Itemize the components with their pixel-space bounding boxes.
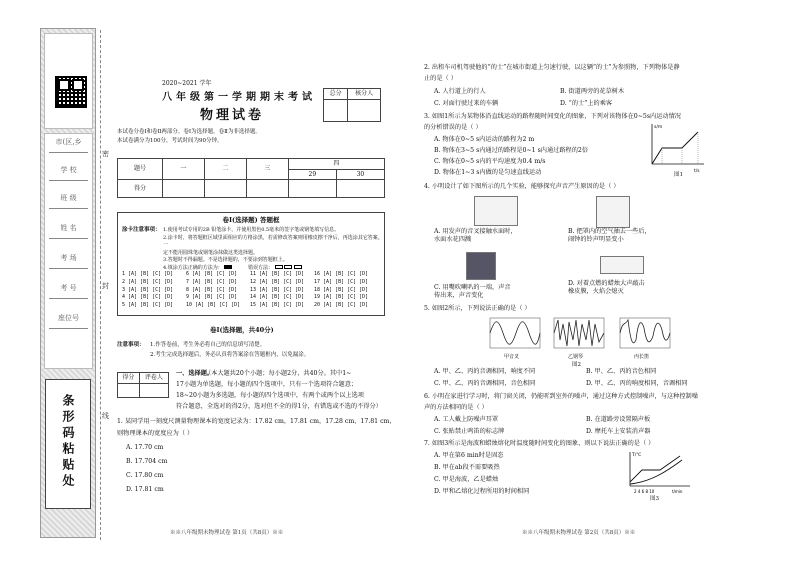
score-col-2: 二 bbox=[204, 159, 246, 180]
section-desc-2: 17小题为单选题，每小题的四个选项中，只有一个选项符合题意； bbox=[176, 381, 358, 388]
fig3-line-yi bbox=[630, 460, 682, 484]
q2-option-b[interactable]: B. 街道两旁的花草树木 bbox=[560, 88, 625, 95]
score-col-4: 四 bbox=[288, 159, 384, 170]
wave-piano bbox=[554, 318, 604, 348]
score-table bbox=[117, 158, 385, 198]
bubble-row bbox=[122, 279, 378, 285]
filled-box-icon bbox=[224, 265, 232, 269]
exam-number-line[interactable] bbox=[49, 298, 88, 299]
q1-stem-2: 则物理课本的宽度应为（ ） bbox=[117, 430, 194, 437]
q6-option-d[interactable]: D. 摩托车上安装消声器 bbox=[586, 428, 651, 435]
q3-option-c[interactable]: C. 物体在0~5 s内的平均速度为0.4 m/s bbox=[434, 158, 546, 165]
q4-option-d-line: D. 对着点燃的蜡烛大声敲击 bbox=[568, 280, 645, 287]
answer-bubble-group[interactable]: 1 [A] [B] [C] [D] bbox=[122, 271, 174, 277]
answer-bubble-group[interactable]: 18 [A] [B] [C] [D] bbox=[314, 286, 369, 293]
answer-bubble-group[interactable]: 12 [A] [B] [C] [D] bbox=[250, 278, 305, 285]
answer-bubble-group[interactable]: 4 [A] [B] [C] [D] bbox=[122, 294, 174, 301]
q1-option-d[interactable]: D. 17.81 cm bbox=[126, 486, 164, 493]
answer-note: 定不能用圆珠笔或钢笔涂抹做这类选择题。 bbox=[163, 249, 259, 256]
wrong-box-icon bbox=[294, 265, 302, 269]
q4-option-a-line: 水面水花四溅 bbox=[434, 235, 472, 243]
q4-option-b-line: B. 把罩内的空气抽去一些后， bbox=[568, 228, 651, 235]
section-title: 一、选择题。 bbox=[176, 370, 214, 377]
field-label-exam-room: 考 场 bbox=[60, 254, 77, 262]
figure-3-label: 图3 bbox=[650, 496, 659, 502]
answer-bubble-group[interactable]: 7 [A] [B] [C] [D] bbox=[186, 278, 238, 285]
answer-note: 1.使用考试专用的2B 铅笔涂卡，并使用黑色0.5毫米的签字笔或钢笔填写信息。 bbox=[163, 227, 340, 233]
q3-stem-1: 3. 如图1所示为某物体沿直线运动的路程随时间变化的图象，下列对该物体在0~5s内运动情况 bbox=[424, 113, 681, 120]
qr-code-icon bbox=[55, 76, 87, 108]
q5-option-d[interactable]: D. 甲、乙、丙的响度相同，音调相同 bbox=[586, 380, 688, 387]
section-desc-3: 18~20小题为多选题，每小题的四个选项中，有两个或两个以上选项 bbox=[176, 392, 364, 399]
intro-line-1: 本试卷分卷Ⅰ和卷Ⅱ两部分。卷Ⅰ为选择题，卷Ⅱ为非选择题。 bbox=[117, 129, 261, 135]
bubble-grid bbox=[122, 271, 378, 310]
q4-option-b-line: 闹钟的铃声明显变小 bbox=[568, 235, 624, 243]
field-label-seat: 座位号 bbox=[58, 314, 79, 322]
field-label-exam-number: 考 号 bbox=[60, 284, 77, 292]
total-score-label: 总分 bbox=[324, 89, 348, 100]
figure-2-label: 图2 bbox=[572, 362, 581, 368]
exam-title: 八年级第一学期期末考试 bbox=[162, 92, 316, 103]
q4-option-a[interactable] bbox=[434, 228, 517, 244]
fig3-y-label: T/℃ bbox=[632, 453, 642, 458]
answer-bubble-group[interactable]: 19 [A] [B] [C] [D] bbox=[314, 294, 369, 301]
q5-option-b[interactable]: B. 甲、乙、丙的音色相同 bbox=[586, 368, 657, 375]
answer-notes bbox=[163, 227, 384, 272]
q1-stem-1: 1. 某同学用一刻度尺测量物理课本的宽度记录为：17.82 cm，17.81 cm，17.28 cm，17.81 cm， bbox=[117, 418, 396, 425]
q2-stem-2: 止的是（ ） bbox=[424, 75, 457, 82]
score-col-3: 三 bbox=[246, 159, 288, 180]
q2-stem-1: 2. 出租车司机驾驶他的“的士”在城市街道上匀速行驶，以这辆“的士”为参照物，下列物体是静 bbox=[424, 64, 680, 71]
answer-note: 2.涂卡时，将答题框区域里面相应的方格涂黑，若需修改答案则用橡皮擦干净后，再选涂其它答案。一 bbox=[163, 234, 383, 248]
q6-stem-2: 声的方法相同的是（ ） bbox=[424, 404, 488, 411]
answer-bubble-group[interactable]: 14 [A] [B] [C] [D] bbox=[250, 294, 305, 301]
attention-1: 1.作答卷前，考生务必将自己的信息填写清楚。 bbox=[150, 342, 266, 348]
name-line[interactable] bbox=[49, 238, 88, 239]
answer-sheet bbox=[117, 212, 385, 316]
subject-title: 物理试卷 bbox=[200, 108, 265, 123]
class-line[interactable] bbox=[49, 208, 88, 209]
candle-drum-image bbox=[600, 256, 644, 274]
wave-flute bbox=[620, 318, 670, 348]
answer-bubble-group[interactable]: 3 [A] [B] [C] [D] bbox=[122, 286, 174, 293]
seat-line[interactable] bbox=[49, 328, 88, 329]
q5-option-a[interactable]: A. 甲、乙、丙的音调相同，响度不同 bbox=[434, 368, 536, 375]
q6-option-c[interactable]: C. 张贴禁止鸣笛的标志牌 bbox=[434, 428, 505, 435]
wave-label-piano: 乙钢琴 bbox=[568, 354, 584, 360]
total-score-box bbox=[323, 88, 381, 122]
q5-option-c[interactable]: C. 甲、乙、丙的音调相同，音色相同 bbox=[434, 380, 536, 387]
score-cell[interactable] bbox=[336, 180, 384, 198]
wrong-box-icon bbox=[275, 265, 283, 269]
figure-1-graph bbox=[644, 120, 708, 176]
page2-footer: ※※八年级期末物理试卷 第2页（共8页）※※ bbox=[522, 530, 636, 536]
q1-option-c[interactable]: C. 17.80 cm bbox=[126, 472, 164, 479]
q4-option-b[interactable] bbox=[568, 228, 651, 244]
q2-option-c[interactable]: C. 对面行驶过来的车辆 bbox=[434, 100, 499, 107]
score-cell[interactable] bbox=[204, 180, 246, 198]
q2-option-a[interactable]: A. 人行道上的行人 bbox=[434, 88, 486, 95]
field-label-name: 姓 名 bbox=[60, 224, 77, 232]
cut-char-xian: 线 bbox=[102, 412, 109, 420]
answer-bubble-group[interactable]: 17 [A] [B] [C] [D] bbox=[314, 278, 369, 285]
answer-note: 3.答题时不得漏题。不是选择题的，不要涂到答题框上。 bbox=[163, 257, 288, 263]
student-info-box bbox=[44, 133, 93, 369]
bell-jar-image bbox=[596, 196, 630, 228]
answer-note: 4.填涂方法正确的方法为： bbox=[163, 264, 223, 271]
q7-stem: 7. 如图3所示是海波和蜡烛熔化时温度随时间变化的图象，则以下说法正确的是（ ） bbox=[424, 440, 655, 447]
answer-bubble-group[interactable]: 11 [A] [B] [C] [D] bbox=[250, 271, 305, 277]
figure-1-label: 图1 bbox=[674, 172, 683, 178]
answer-bubble-group[interactable]: 6 [A] [B] [C] [D] bbox=[186, 271, 238, 277]
cut-char-mi: 密 bbox=[102, 150, 109, 158]
checker-cell[interactable] bbox=[348, 99, 381, 121]
field-label-class: 班 级 bbox=[60, 194, 77, 202]
score-cell[interactable] bbox=[288, 180, 336, 198]
answer-bubble-group[interactable]: 20 [A] [B] [C] [D] bbox=[314, 302, 369, 308]
answer-bubble-group[interactable]: 10 [A] [B] [C] [D] bbox=[186, 302, 241, 308]
bubble-row bbox=[122, 302, 378, 308]
boy-trumpet-image bbox=[466, 252, 496, 280]
answer-bubble-group[interactable]: 5 [A] [B] [C] [D] bbox=[122, 302, 174, 308]
score-cell[interactable] bbox=[246, 180, 288, 198]
score-col-1: 一 bbox=[163, 159, 205, 180]
section-desc-4: 符合题意，全选对的得2分，选对但不全的得1分，有错选或不选的不得分） bbox=[176, 403, 382, 410]
field-label-school: 学 校 bbox=[60, 166, 77, 174]
q7-option-c[interactable]: C. 甲是海波，乙是蜡烛 bbox=[434, 476, 499, 483]
page1-footer: ※※八年级期末物理试卷 第1页（共8页）※※ bbox=[170, 530, 284, 536]
answer-bubble-group[interactable]: 15 [A] [B] [C] [D] bbox=[250, 302, 305, 308]
barcode-paste-area bbox=[45, 379, 91, 509]
fig3-line-jia bbox=[630, 456, 680, 482]
wrong-method-label: 错误方法： bbox=[247, 264, 273, 271]
part1-title: 卷Ⅰ(选择题，共40分) bbox=[210, 326, 274, 334]
bubble-row bbox=[122, 287, 378, 293]
q1-option-a[interactable]: A. 17.70 cm bbox=[126, 444, 164, 451]
grader-name-cell[interactable] bbox=[139, 383, 168, 397]
q6-option-a[interactable]: A. 工人戴上防噪声耳罩 bbox=[434, 416, 499, 423]
q7-option-d[interactable]: D. 甲和乙熔化过程所用的时间相同 bbox=[434, 488, 530, 495]
bubble-row bbox=[122, 294, 378, 300]
wave-label-fork: 甲音叉 bbox=[504, 354, 520, 360]
answer-bubble-group[interactable]: 16 [A] [B] [C] [D] bbox=[314, 271, 369, 277]
cut-char-feng: 封 bbox=[102, 282, 109, 290]
score-cell[interactable] bbox=[163, 180, 205, 198]
fig1-line bbox=[652, 132, 698, 164]
grader-box bbox=[117, 372, 169, 398]
q6-stem-1: 6. 小明在家进行学习时，将门窗关闭，仍能听到室外的噪声，通过这种方式控制噪声，与这种控制噪 bbox=[424, 393, 698, 400]
school-line[interactable] bbox=[49, 180, 88, 181]
score-table-header: 题号 bbox=[118, 159, 163, 180]
q4-option-d[interactable] bbox=[568, 280, 645, 296]
q3-option-d[interactable]: D. 物体在1~3 s内做的是匀速直线运动 bbox=[434, 169, 542, 176]
q2-option-d[interactable]: D. “的士”上的乘客 bbox=[560, 100, 613, 107]
total-score-cell[interactable] bbox=[324, 99, 348, 121]
field-label-district: 市(区,乡 bbox=[55, 138, 82, 146]
q4-option-c-line: 传出来，声音变化 bbox=[434, 291, 484, 299]
grader-score-cell[interactable] bbox=[118, 383, 140, 397]
barcode-label: 条形码粘贴处 bbox=[61, 394, 75, 490]
wave-tuning-fork bbox=[490, 318, 540, 348]
answer-sheet-title: 卷Ⅰ(选择题) 答题框 bbox=[222, 216, 280, 224]
answer-notes-label: 涂卡注意事项： bbox=[122, 227, 161, 233]
q4-option-d-line: 橡皮膜，火焰会熄灭 bbox=[568, 287, 624, 295]
answer-bubble-group[interactable]: 8 [A] [B] [C] [D] bbox=[186, 286, 238, 293]
figure-2-waveforms bbox=[488, 316, 678, 362]
fig1-y-label: s/m bbox=[654, 125, 663, 130]
fig3-ticks: 2 4 6 8 10 bbox=[634, 489, 655, 494]
grader-score-label: 得分 bbox=[118, 373, 140, 384]
score-col-29: 29 bbox=[288, 169, 336, 180]
q7-option-b[interactable]: B. 甲在ab段不需要吸热 bbox=[434, 464, 500, 471]
q1-option-b[interactable]: B. 17.704 cm bbox=[126, 458, 168, 465]
attention-label: 注意事项： bbox=[117, 342, 145, 348]
cut-line bbox=[100, 30, 101, 540]
answer-bubble-group[interactable]: 2 [A] [B] [C] [D] bbox=[122, 278, 174, 285]
q3-stem-2: 的分析错误的是（ ） bbox=[424, 124, 482, 131]
fig3-x-label: t/min bbox=[672, 489, 683, 494]
section-desc-1: （本大题共20个小题；每小题2分，共40分。其中1~ bbox=[205, 370, 352, 377]
q3-option-b[interactable]: B. 物体在3~5 s内通过的路程是0~1 s内通过路程的2倍 bbox=[434, 147, 589, 154]
attention-2: 2.考生完成选择题后，务必认真将答案涂在答题框内，以免漏涂。 bbox=[150, 352, 310, 358]
district-line[interactable] bbox=[49, 152, 88, 153]
exam-room-line[interactable] bbox=[49, 268, 88, 269]
q4-stem: 4. 小明设计了如下图所示的几个实验，能够探究声音产生原因的是（ ） bbox=[424, 183, 620, 190]
tuning-fork-water-image bbox=[474, 196, 518, 226]
score-col-30: 30 bbox=[336, 169, 384, 180]
bubble-row bbox=[122, 271, 378, 277]
checker-label: 核分人 bbox=[348, 89, 381, 100]
q3-option-a[interactable]: A. 物体在0~5 s内运动的路程为2 m bbox=[434, 136, 535, 143]
score-row-label: 得分 bbox=[118, 180, 163, 198]
grader-name-label: 评卷人 bbox=[139, 373, 168, 384]
q4-option-c-line: C. 用嘴吹喇叭的一端，声音 bbox=[434, 284, 511, 291]
figure-3-graph bbox=[622, 450, 694, 496]
wrong-box-icon bbox=[284, 265, 292, 269]
fig1-x-label: t/s bbox=[694, 169, 700, 174]
intro-line-2: 本试卷满分为100分，考试时间为90分钟。 bbox=[117, 138, 223, 144]
q4-option-a-line: A. 用发声的音叉接触水面时， bbox=[434, 228, 517, 235]
q5-stem: 5. 如图2所示，下列说法正确的是（ ） bbox=[424, 305, 531, 312]
q7-option-a[interactable]: A. 甲在第6 min时是固态 bbox=[434, 452, 504, 459]
school-year: 2020~2021 学年 bbox=[162, 80, 212, 87]
answer-bubble-group[interactable]: 9 [A] [B] [C] [D] bbox=[186, 294, 238, 301]
q4-option-c[interactable] bbox=[434, 284, 511, 300]
wave-label-flute: 丙长笛 bbox=[634, 354, 650, 360]
answer-bubble-group[interactable]: 13 [A] [B] [C] [D] bbox=[250, 286, 305, 293]
q6-option-b[interactable]: B. 在道路旁设置隔声板 bbox=[586, 416, 651, 423]
